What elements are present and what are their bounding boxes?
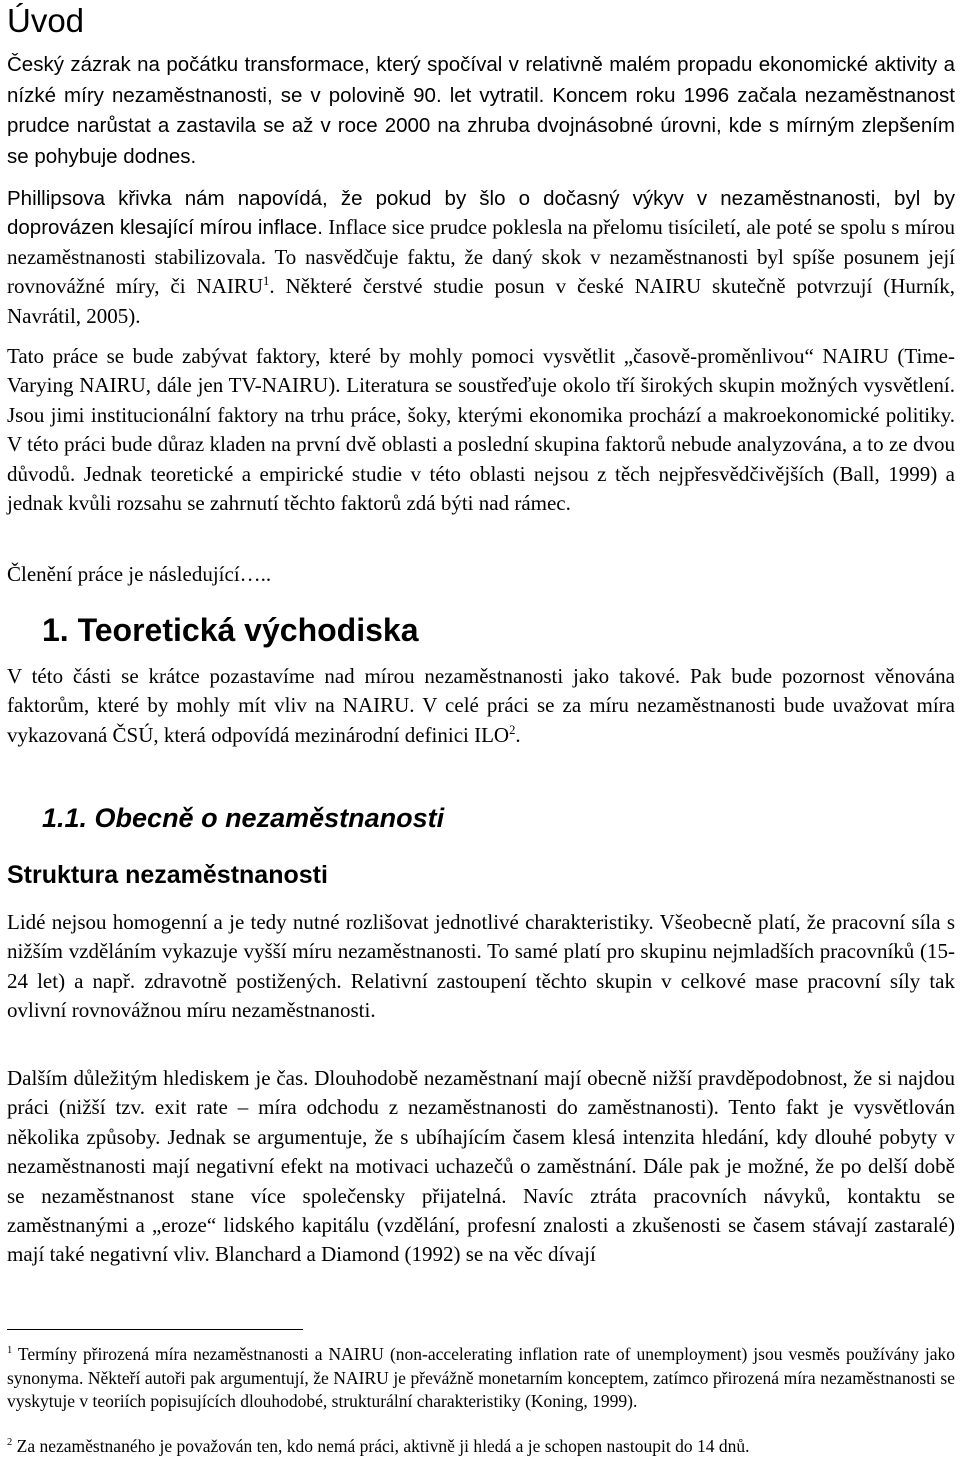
intro-paragraph-2-serif-part: Inflace sice prudce poklesla na přelomu tisíciletí, ale poté se spolu s mírou nezaměstnanosti stabilizovala. To nasvědčuje faktu, že daný skok v nezaměstnanosti byl spíše posunem její rovnovážné míry, či NAIRU xyxy=(7,215,955,299)
heading-chapter-1: 1. Teoretická východiska xyxy=(42,612,419,648)
chapter-1-paragraph-end: . xyxy=(515,722,521,747)
heading-struktura: Struktura nezaměstnanosti xyxy=(7,861,328,889)
footnote-2-mark: 2 xyxy=(7,1437,13,1449)
heading-uvod: Úvod xyxy=(7,2,85,39)
footnote-ref-1[interactable]: 1 xyxy=(263,274,270,289)
footnote-separator xyxy=(7,1329,303,1330)
intro-paragraph-2-sans-part: Phillipsova křivka nám napovídá, že pokud by šlo o dočasný výkyv v nezaměstnanosti, byl by doprovázen klesající mírou inflace. xyxy=(7,187,955,240)
footnote-ref-2[interactable]: 2 xyxy=(509,722,516,737)
footnote-1 xyxy=(7,1343,955,1414)
chapter-1-paragraph-text: V této části se krátce pozastavíme nad mírou nezaměstnanosti jako takové. Pak bude pozornost věnována faktorům, které by mohly mít vliv na NAIRU. V celé práci se za míru nezaměstnanosti bude uvažovat míra vykazovaná ČSÚ, která odpovídá mezinárodní definici ILO xyxy=(7,664,955,747)
intro-paragraph-2 xyxy=(7,184,955,331)
struktura-paragraph-1: Lidé nejsou homogenní a je tedy nutné rozlišovat jednotlivé charakteristiky. Všeobecně platí, že pracovní síla s nižším vzděláním vykazuje vyšší míru nezaměstnanosti. To samé platí pro skupinu nejmladších pracovníků (15-24 let) a např. zdravotně postižených. Relativní zastoupení těchto skupin v celkové mase pracovní síly tak ovlivní rovnovážnou míru nezaměstnanosti. xyxy=(7,910,955,1023)
intro-paragraph-1: Český zázrak na počátku transformace, který spočíval v relativně malém propadu ekonomické aktivity a nízké míry nezaměstnanosti, se v polovině 90. let vytratil. Koncem roku 1996 začala nezaměstnanost prudce narůstat a zastavila se až v roce 2000 na zhruba dvojnásobné úrovni, kde s mírným zlepšením se pohybuje dodnes. xyxy=(7,53,955,168)
footnote-1-text: Termíny přirozená míra nezaměstnanosti a NAIRU (non-accelerating inflation rate of unemployment) jsou vesměs používány jako synonyma. Někteří autoři pak argumentují, že NAIRU je převážně monetarním konceptem, zatímco přirozená míra nezaměstnanosti se vyskytuje v teoriích popisujících dlouhodobé, strukturální charakteristiky (Koning, 1999). xyxy=(7,1344,955,1411)
intro-paragraph-4: Členění práce je následující….. xyxy=(7,562,272,586)
struktura-paragraph-2: Dalším důležitým hlediskem je čas. Dlouhodobě nezaměstnaní mají obecně nižší pravděpodobnost, že si najdou práci (nižší tzv. exit rate – míra odchodu z nezaměstnanosti do zaměstnanosti). Tento fakt je vysvětlován několika způsoby. Jednak se argumentuje, že s ubíhajícím časem klesá intenzita hledání, kdy dlouhé pobyty v nezaměstnanosti mají negativní efekt na motivaci uchazečů o zaměstnání. Dále pak je možné, že po delší době se nezaměstnanost stane více společensky přijatelná. Navíc ztráta pracovních návyků, kontaktu se zaměstnanými a „eroze“ lidského kapitálu (vzdělání, profesní znalosti a zkušenosti se časem stávají zastaralé) mají také negativní vliv. Blanchard a Diamond (1992) se na věc dívají xyxy=(7,1066,955,1267)
intro-paragraph-2-end: . Některé čerstvé studie posun v české NAIRU skutečně potvrzují (Hurník, Navrátil, 2005). xyxy=(7,274,955,328)
footnote-2-text: Za nezaměstnaného je považován ten, kdo nemá práci, aktivně ji hledá a je schopen nastoupit do 14 dnů. xyxy=(12,1436,750,1456)
heading-section-1-1: 1.1. Obecně o nezaměstnanosti xyxy=(42,803,445,833)
chapter-1-paragraph xyxy=(7,662,955,750)
footnote-1-mark: 1 xyxy=(7,1345,13,1357)
footnote-2 xyxy=(7,1435,955,1459)
intro-paragraph-3: Tato práce se bude zabývat faktory, které by mohly pomoci vysvětlit „časově-proměnlivou“ NAIRU (Time-Varying NAIRU, dále jen TV-NAIRU). Literatura se soustřeďuje okolo tří širokých skupin možných vysvětlení. Jsou jimi institucionální faktory na trhu práce, šoky, kterými ekonomika prochází a makroekonomické politiky. V této práci bude důraz kladen na první dvě oblasti a poslední skupina faktorů nebude analyzována, a to ze dvou důvodů. Jednak teoretické a empirické studie v této oblasti nejsou z těch nejpřesvědčivějších (Ball, 1999) a jednak kvůli rozsahu se zahrnutí těchto faktorů zdá býti nad rámec. xyxy=(7,344,955,516)
